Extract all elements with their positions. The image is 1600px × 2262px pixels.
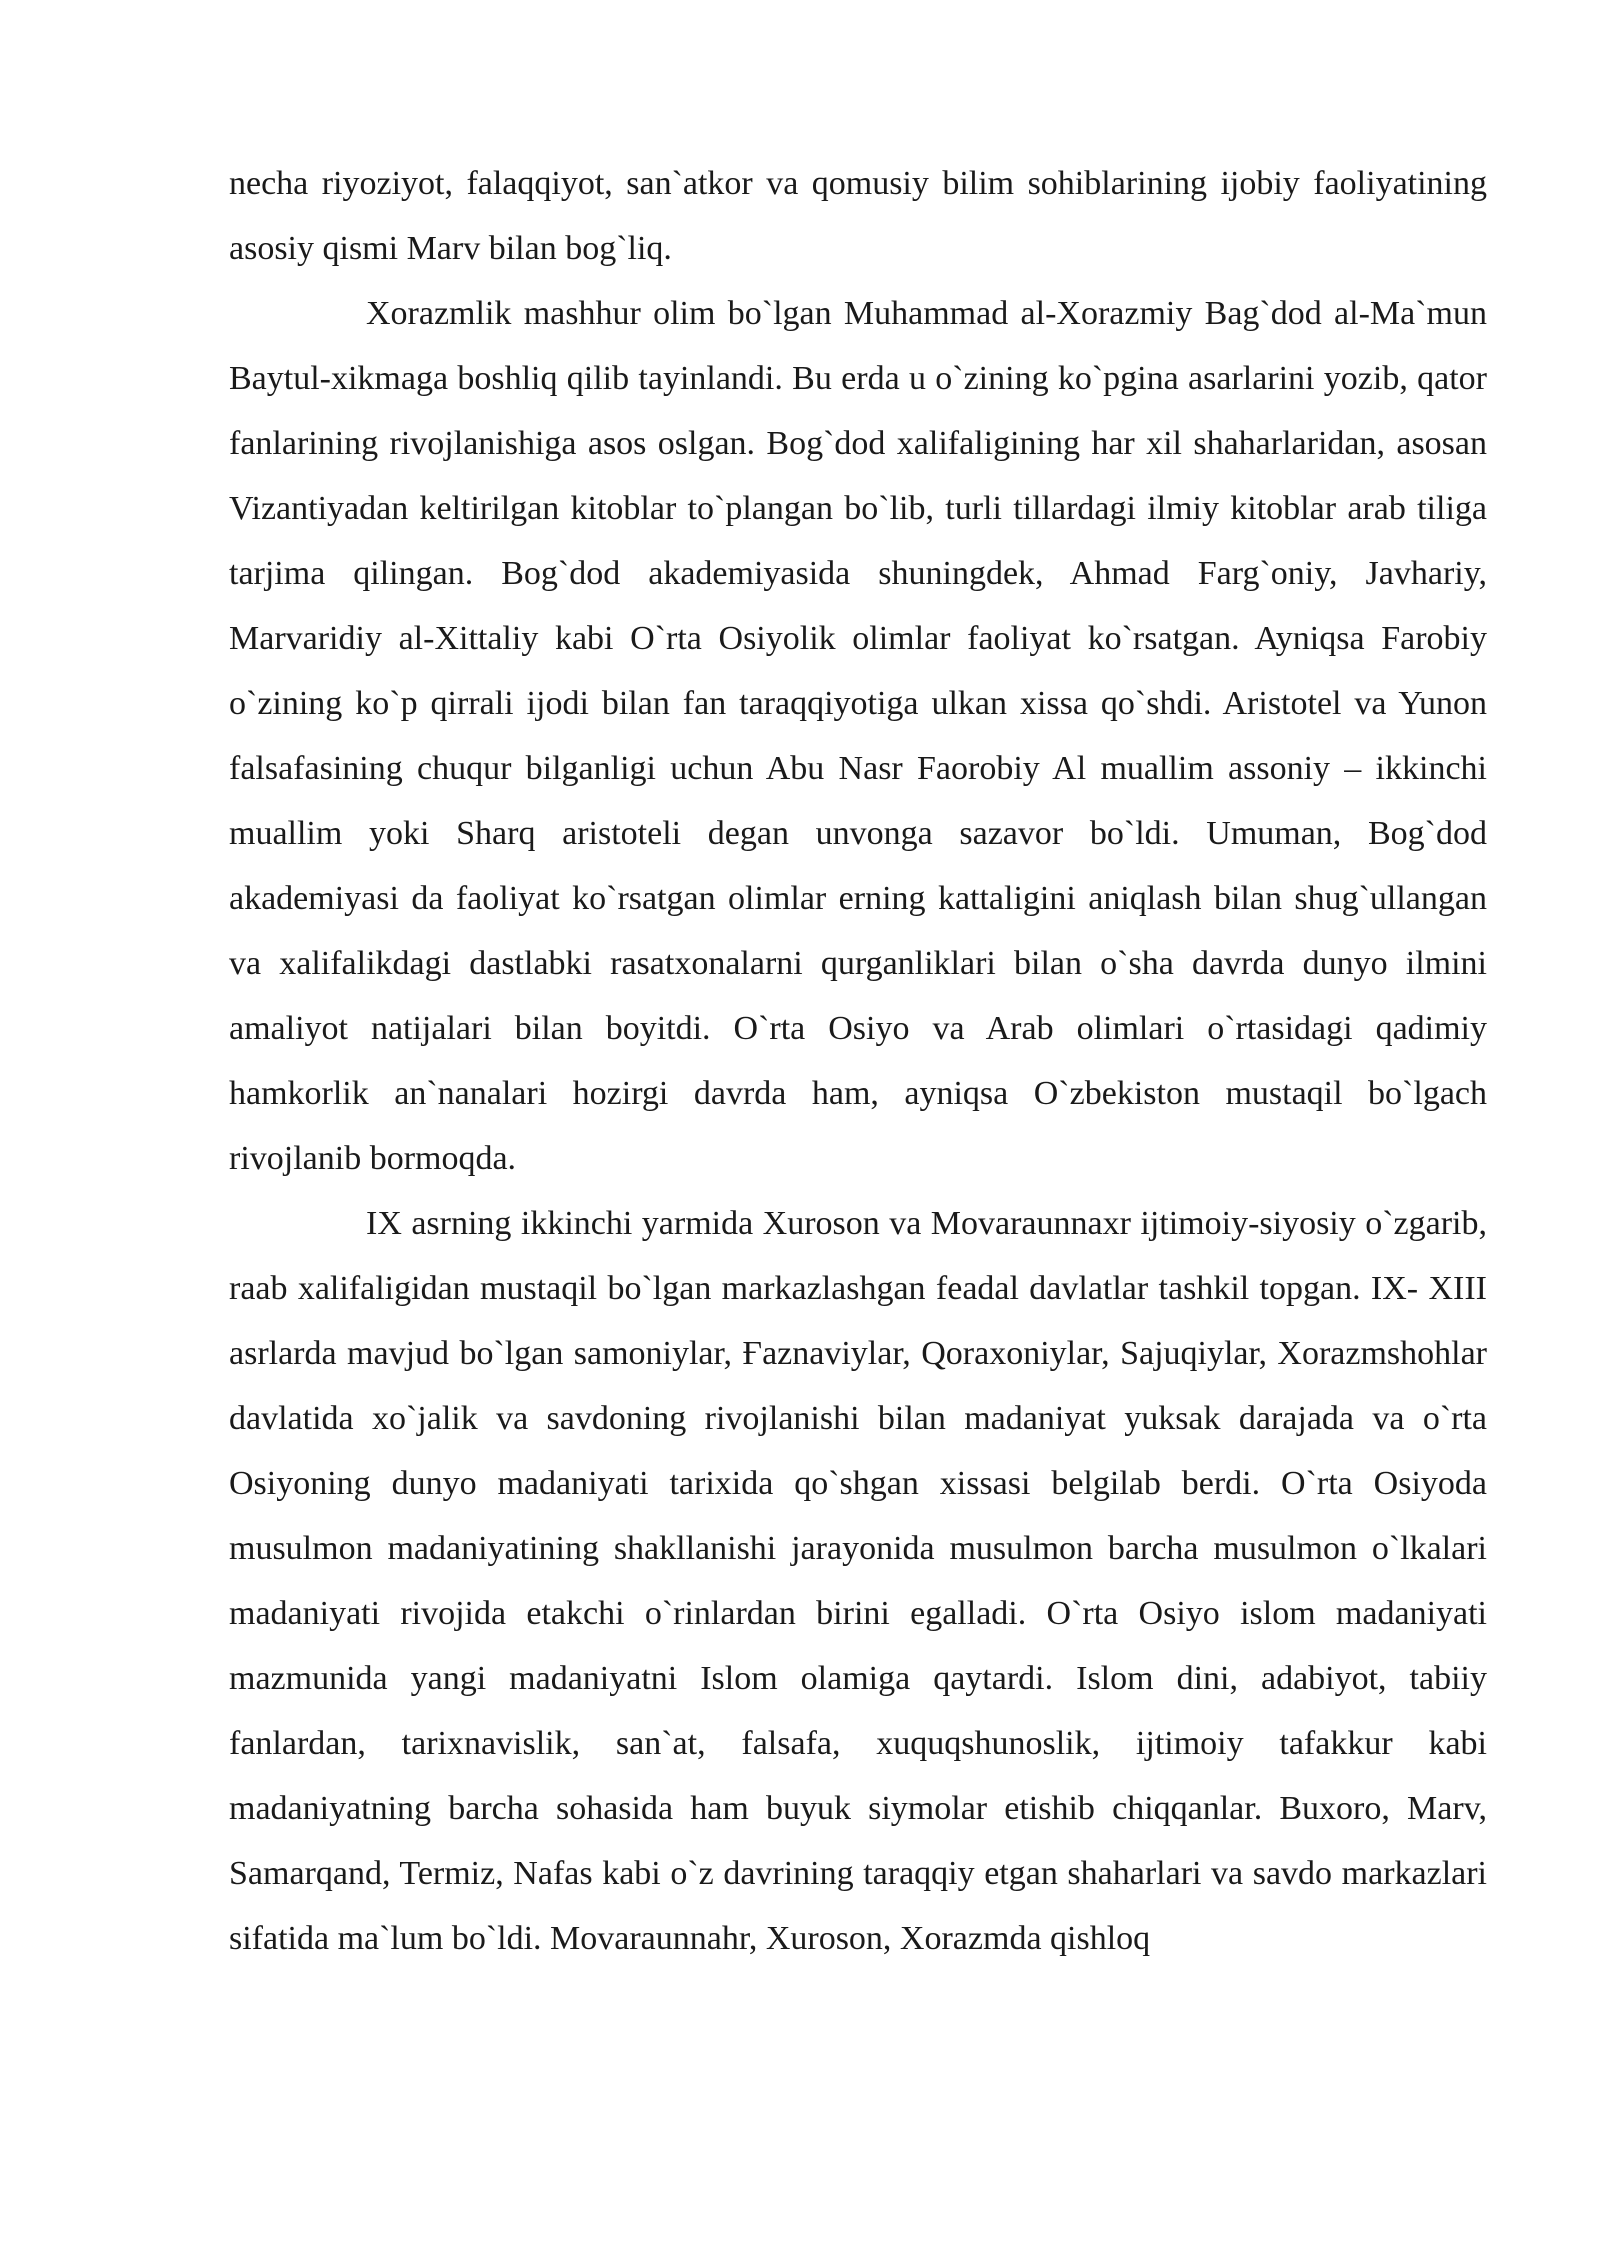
paragraph-3: IX asrning ikkinchi yarmida Xuroson va Movaraunnaxr ijtimoiy-siyosiy o`zgarib, raab xalifaligidan mustaqil bo`lgan markazlashgan feadal davlatlar tashkil topgan. IX- XIII asrlarda mavjud bo`lgan samoniylar, Ғaznaviylar, Qoraxoniylar, Sajuqiylar, Xorazmshohlar davlatida xo`jalik va savdoning rivojlanishi bilan madaniyat yuksak darajada va o`rta Osiyoning dunyo madaniyati tarixida qo`shgan xissasi belgilab berdi. O`rta Osiyoda musulmon madaniyatining shakllanishi jarayonida musulmon barcha musulmon o`lkalari madaniyati rivojida etakchi o`rinlardan birini egalladi. O`rta Osiyo islom madaniyati mazmunida yangi madaniyatni Islom olamiga qaytardi. Islom dini, adabiyot, tabiiy fanlardan, tarixnavislik, san`at, falsafa, xuquqshunoslik, ijtimoiy tafakkur kabi madaniyatning barcha sohasida ham buyuk siymolar etishib chiqqanlar. Buxoro, Marv, Samarqand, Termiz, Nafas kabi o`z davrining taraqqiy etgan shaharlari va savdo markazlari sifatida ma`lum bo`ldi. Movaraunnahr, Xuroson, Xorazmda qishloq xyxy=(229,1205,1487,1957)
body-text xyxy=(229,151,1487,1971)
paragraph-2: Xorazmlik mashhur olim bo`lgan Muhammad al-Xorazmiy Bag`dod al-Ma`mun Baytul-xikmaga boshliq qilib tayinlandi. Bu erda u o`zining ko`pgina asarlarini yozib, qator fanlarining rivojlanishiga asos oslgan. Bog`dod xalifaligining har xil shaharlaridan, asosan Vizantiyadan keltirilgan kitoblar to`plangan bo`lib, turli tillardagi ilmiy kitoblar arab tiliga tarjima qilingan. Bog`dod akademiyasida shuningdek, Ahmad Farg`oniy, Javhariy, Marvaridiy al-Xittaliy kabi O`rta Osiyolik olimlar faoliyat ko`rsatgan. Ayniqsa Farobiy o`zining ko`p qirrali ijodi bilan fan taraqqiyotiga ulkan xissa qo`shdi. Aristotel va Yunon falsafasining chuqur bilganligi uchun Abu Nasr Faorobiy Al muallim assoniy – ikkinchi muallim yoki Sharq aristoteli degan unvonga sazavor bo`ldi. Umuman, Bog`dod akademiyasi da faoliyat ko`rsatgan olimlar erning kattaligini aniqlash bilan shug`ullangan va xalifalikdagi dastlabki rasatxonalarni qurganliklari bilan o`sha davrda dunyo ilmini amaliyot natijalari bilan boyitdi. O`rta Osiyo va Arab olimlari o`rtasidagi qadimiy hamkorlik an`nanalari hozirgi davrda ham, ayniqsa O`zbekiston mustaqil bo`lgach rivojlanib bormoqda. xyxy=(229,295,1487,1177)
paragraph-1: necha riyoziyot, falaqqiyot, san`atkor va qomusiy bilim sohiblarining ijobiy faoliyatining asosiy qismi Marv bilan bog`liq. xyxy=(229,165,1487,267)
